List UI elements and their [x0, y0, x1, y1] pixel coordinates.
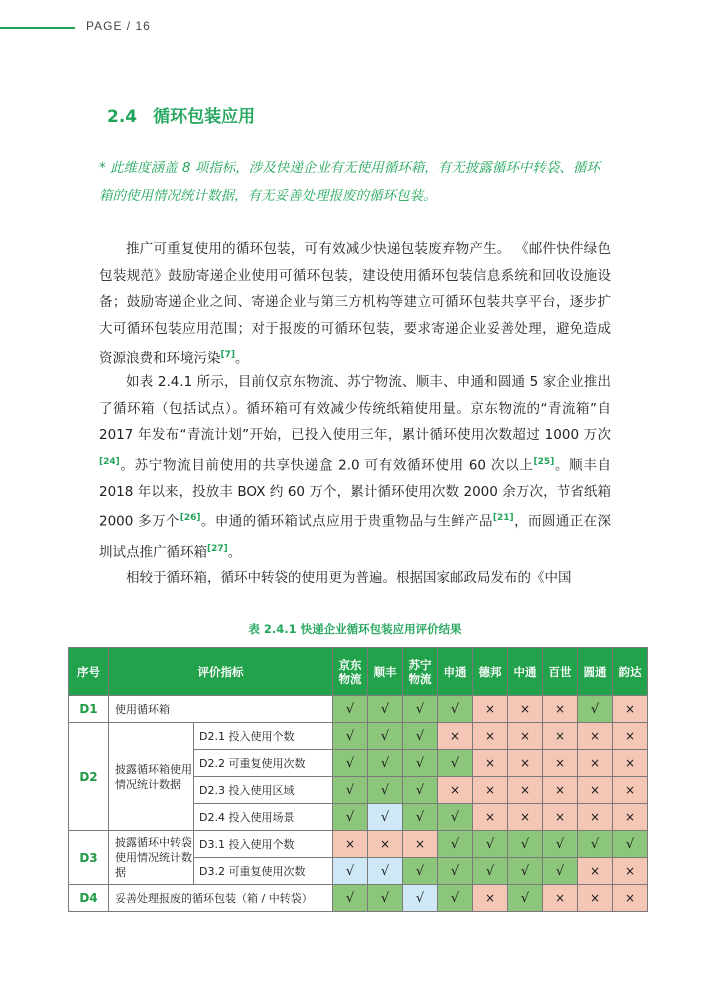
check-mark-cell: √: [613, 831, 648, 858]
row-id: D2: [69, 723, 109, 831]
cross-mark-cell: ×: [613, 750, 648, 777]
cross-mark-cell: ×: [543, 723, 578, 750]
paragraph-text: 。: [227, 544, 242, 561]
header-company: 顺丰: [368, 648, 403, 696]
header-company: 京东物流: [333, 648, 368, 696]
header-company: 中通: [508, 648, 543, 696]
check-mark-cell: √: [438, 750, 473, 777]
check-mark-cell: √: [438, 696, 473, 723]
cross-mark-cell: ×: [613, 804, 648, 831]
cross-mark-cell: ×: [368, 831, 403, 858]
check-mark-cell: √: [578, 696, 613, 723]
check-mark-cell: √: [368, 750, 403, 777]
cross-mark-cell: ×: [613, 885, 648, 912]
sub-indicator: D2.2 可重复使用次数: [194, 750, 333, 777]
citation-ref[interactable]: [21]: [492, 513, 514, 524]
cross-mark-cell: ×: [578, 885, 613, 912]
cross-mark-cell: ×: [473, 804, 508, 831]
check-mark-cell: √: [508, 858, 543, 885]
check-mark-cell: √: [403, 804, 438, 831]
check-mark-cell: √: [368, 885, 403, 912]
row-id: D1: [69, 696, 109, 723]
cross-mark-cell: ×: [543, 777, 578, 804]
paragraph-text: 相较于循环箱，循环中转袋的使用更为普遍。根据国家邮政局发布的《中国: [126, 570, 572, 586]
citation-ref[interactable]: [26]: [179, 513, 201, 524]
citation-ref[interactable]: [27]: [207, 543, 228, 554]
paragraph-text: 。: [235, 350, 249, 367]
check-mark-cell: √: [333, 750, 368, 777]
cross-mark-cell: ×: [508, 723, 543, 750]
check-mark-cell: √: [368, 723, 403, 750]
cross-mark-cell: ×: [473, 885, 508, 912]
check-mark-cell: √: [403, 858, 438, 885]
check-mark-cell: √: [438, 804, 473, 831]
check-mark-cell: √: [368, 777, 403, 804]
sub-indicator: D2.4 投入使用场景: [194, 804, 333, 831]
citation-ref[interactable]: [24]: [99, 456, 120, 467]
check-mark-cell: √: [333, 696, 368, 723]
check-mark-cell: √: [333, 804, 368, 831]
row-id: D4: [69, 885, 109, 912]
indicator-description: 披露循环中转袋使用情况统计数据: [109, 831, 194, 885]
table-row: [69, 831, 648, 858]
cross-mark-cell: ×: [508, 804, 543, 831]
cross-mark-cell: ×: [508, 696, 543, 723]
table-caption: 表 2.4.1 快递企业循环包装应用评价结果: [248, 622, 462, 636]
header-company: 韵达: [613, 648, 648, 696]
header-company: 苏宁物流: [403, 648, 438, 696]
check-mark-cell: √: [473, 858, 508, 885]
cross-mark-cell: ×: [613, 696, 648, 723]
cross-mark-cell: ×: [438, 777, 473, 804]
check-mark-cell: √: [368, 696, 403, 723]
section-title: 循环包装应用: [153, 107, 256, 127]
header-company: 申通: [438, 648, 473, 696]
check-mark-cell: √: [333, 885, 368, 912]
cross-mark-cell: ×: [438, 723, 473, 750]
paragraph-text: 。顺丰自 2018 年以来，投放丰 BOX 约 60 万个，累计循环使用次数 2000 余万次，节省纸箱 2000 多万个: [99, 457, 612, 530]
cross-mark-cell: ×: [473, 750, 508, 777]
paragraph-boxes: [99, 369, 611, 566]
sub-indicator: D2.3 投入使用区域: [194, 777, 333, 804]
check-mark-cell: √: [333, 723, 368, 750]
cross-mark-cell: ×: [508, 750, 543, 777]
check-mark-cell: √: [438, 858, 473, 885]
paragraph-text: 。苏宁物流目前使用的共享快递盒 2.0 可有效循环使用 60 次以上: [119, 457, 534, 474]
cross-mark-cell: ×: [543, 885, 578, 912]
check-mark-cell: √: [403, 696, 438, 723]
row-id: D3: [69, 831, 109, 885]
check-mark-cell: √: [333, 858, 368, 885]
cross-mark-cell: ×: [543, 696, 578, 723]
cross-mark-cell: ×: [543, 750, 578, 777]
cross-mark-cell: ×: [578, 777, 613, 804]
header-rule: [0, 27, 75, 29]
paragraph-text: 推广可重复使用的循环包装，可有效减少快递包装废弃物产生。 《邮件快件绿色包装规范》鼓励寄递企业使用可循环包装，建设使用循环包装信息系统和回收设施设备；鼓励寄递企业之间、寄递企业与第三方机构等建立可循环包装共享平台，逐步扩大可循环包装应用范围；对于报废的可循环包装，要求寄递企业妥善处理，避免造成资源浪费和环境污染: [99, 241, 611, 367]
cross-mark-cell: ×: [578, 804, 613, 831]
cross-mark-cell: ×: [578, 858, 613, 885]
check-mark-cell: √: [403, 777, 438, 804]
section-number: 2.4: [107, 107, 138, 127]
paragraph-text: 如表 2.4.1 所示，目前仅京东物流、苏宁物流、顺丰、申通和圆通 5 家企业推出了循环箱（包括试点）。循环箱可有效减少传统纸箱使用量。京东物流的“青流箱”自 2017 年发布“青流计划”开始，已投入使用三年，累计循环使用次数超过 1000 万次: [99, 374, 611, 444]
citation-ref[interactable]: [7]: [220, 350, 235, 361]
check-mark-cell: √: [473, 831, 508, 858]
indicator-description: 披露循环箱使用情况统计数据: [109, 723, 194, 831]
paragraph-bags: [99, 565, 611, 592]
indicator-description: 妥善处理报废的循环包装（箱 / 中转袋）: [109, 885, 333, 912]
cross-mark-cell: ×: [473, 777, 508, 804]
sub-indicator: D2.1 投入使用个数: [194, 723, 333, 750]
cross-mark-cell: ×: [543, 804, 578, 831]
cross-mark-cell: ×: [613, 723, 648, 750]
header-indicator: 评价指标: [109, 648, 333, 696]
table-row: [69, 696, 648, 723]
check-mark-cell: √: [438, 831, 473, 858]
check-mark-cell: √: [543, 831, 578, 858]
section-heading: [107, 102, 255, 127]
evaluation-table: [68, 647, 648, 912]
cross-mark-cell: ×: [403, 831, 438, 858]
cross-mark-cell: ×: [473, 723, 508, 750]
table-header-row: [69, 648, 648, 696]
header-company: 圆通: [578, 648, 613, 696]
page-number: PAGE / 16: [86, 19, 151, 33]
dimension-note: * 此维度涵盖 8 项指标，涉及快递企业有无使用循环箱，有无披露循环中转袋、循环箱的使用情况统计数据，有无妥善处理报废的循环包装。: [99, 160, 600, 204]
check-mark-cell: √: [543, 858, 578, 885]
paragraph-text: ，而圆通正在深圳试点推广循环箱: [99, 513, 611, 561]
check-mark-cell: √: [438, 885, 473, 912]
check-mark-cell: √: [578, 831, 613, 858]
check-mark-cell: √: [508, 885, 543, 912]
sub-indicator: D3.2 可重复使用次数: [194, 858, 333, 885]
paragraph-text: 。申通的循环箱试点应用于贵重物品与生鲜产品: [200, 513, 493, 530]
paragraph-intro: [99, 236, 611, 372]
cross-mark-cell: ×: [613, 777, 648, 804]
table-row: [69, 885, 648, 912]
check-mark-cell: √: [368, 858, 403, 885]
cross-mark-cell: ×: [473, 696, 508, 723]
sub-indicator: D3.1 投入使用个数: [194, 831, 333, 858]
check-mark-cell: √: [333, 777, 368, 804]
check-mark-cell: √: [403, 723, 438, 750]
cross-mark-cell: ×: [578, 723, 613, 750]
header-company: 百世: [543, 648, 578, 696]
citation-ref[interactable]: [25]: [533, 456, 555, 467]
header-company: 德邦: [473, 648, 508, 696]
check-mark-cell: √: [403, 885, 438, 912]
check-mark-cell: √: [403, 750, 438, 777]
check-mark-cell: √: [508, 831, 543, 858]
cross-mark-cell: ×: [333, 831, 368, 858]
header-seq: 序号: [69, 648, 109, 696]
indicator-description: 使用循环箱: [109, 696, 333, 723]
table-row: [69, 723, 648, 750]
cross-mark-cell: ×: [578, 750, 613, 777]
cross-mark-cell: ×: [613, 858, 648, 885]
check-mark-cell: √: [368, 804, 403, 831]
cross-mark-cell: ×: [508, 777, 543, 804]
